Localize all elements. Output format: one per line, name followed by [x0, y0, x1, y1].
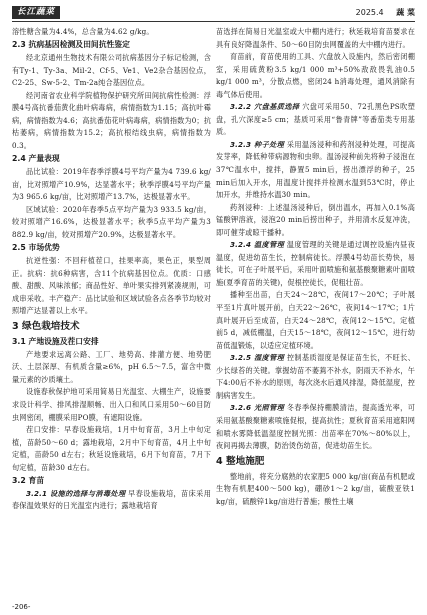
- body-paragraph: 区域试验：2020年春季5点平均产量为3 933.5 kg/亩，较对照增产16.6%，达极显著水平；秋季5点平均产量为3 882.9 kg/亩，较对照增产20.9%，达极显著水平。: [12, 204, 211, 239]
- paragraph-text: 采用温汤浸种和药剂浸种处理，可提高发芽率，降低种带病源物和虫卵。温汤浸种前先将种子浸泡在37℃温水中，搅拌，静置5 min后，捞出漂浮的种子，25 min后加入开水，用温度计搅拌并检测水温到53℃时，停止加开水，并维持水温30 min。: [216, 139, 415, 200]
- run-in-heading: 3.2.5 湿度管理: [230, 353, 285, 363]
- page-number: -206-: [12, 603, 31, 611]
- body-paragraph: 设施春秋保护地可采用简易日光温室、大棚生产，设施要求设计科学、排风排湿顺畅、出入口和风口采用50～60目防虫网密闭，棚膜采用PO膜，有遮阳设施。: [12, 387, 211, 422]
- run-in-heading: 3.2.6 光照管理: [230, 403, 285, 413]
- left-column: [12, 26, 211, 513]
- body-paragraph: [216, 352, 415, 402]
- body-paragraph: [12, 488, 211, 513]
- body-paragraph: 药剂浸种：上述温汤浸种后，倒出温水，再加入0.1%高锰酸钾溶液，浸泡20 min后捞出种子，并用清水反复冲洗，即可催芽或晾干播种。: [216, 202, 415, 237]
- header-rule: [12, 21, 415, 22]
- paragraph-text: 冬春季保持棚膜清洁，提高透光率，可采用氨基酸聚糖素喷施促根，提高抗性；夏秋育苗采用遮阳网和喷水雾降低温湿度控制光照：出苗率在70%～80%以上，夜间再揭去薄膜，防治烫伤幼苗，促进幼苗生长。: [216, 403, 415, 451]
- subsection-heading: 2.3 抗病基因检测及田间抗性鉴定: [12, 40, 130, 50]
- paragraph-text: 穴盘可采用50、72孔黑色PS吹塑盘，孔穴深度≥5 cm；基质可采用“鲁青牌”等番茄类专用基质。: [216, 102, 415, 137]
- body-paragraph: 产地要求远离公路、工厂、地势高、排灌方便、地势肥沃、土层深厚、有机质含量≥6%，pH 6.5～7.5，富含中微量元素的沙质壤土。: [12, 349, 211, 384]
- body-paragraph: 经北京通州生物技术有限公司抗病基因分子标记检测，含有Ty-1、Ty-3a、Mil-2、Cf-5、Ve1、Ve2杂合基因位点，C2-25、Sw-5-2、Tm-2a纯合基因位点。: [12, 53, 211, 88]
- body-paragraph: 苗选择在简易日光温室或大中棚内进行；秋延栽培育苗要求在具有良好降温条件、50～60目防虫网覆盖的大中棚内进行。: [216, 27, 415, 49]
- issue-number: 2025.4: [355, 8, 384, 17]
- body-paragraph: 整地前，将充分腐熟的农家肥5 000 kg/亩(商品有机肥或生物有机肥400～500 kg)，硼砂1～2 kg/亩，硫酸亚铁1 kg/亩，硫酸锌1kg/亩进行普施；酸性土壤: [216, 471, 415, 506]
- body-paragraph: [216, 402, 415, 452]
- body-paragraph: 抗逆性强：不回秆植茬口，挂果率高，果色正，果型周正。抗病：抗6种病害，含11个抗病基因位点。优质：口感酸、甜酸、风味浓郁；商品性好、单叶果实排列紧凑规则，可成串采收。丰产稳产：品比试验和区域试验各点各季节均较对照增产达显著以上水平。: [12, 255, 211, 316]
- section-name: 蔬 菜: [396, 8, 415, 17]
- subsection-heading: 3.1 产地设施及茬口安排: [12, 336, 99, 346]
- run-in-heading: 3.2.1 设施的选择与消毒处理: [26, 488, 126, 498]
- body-paragraph: 茬口安排：早春设施栽培，1月中旬育苗，3月上中旬定植，苗龄50～60 d；露地栽培，2月中下旬育苗，4月上中旬定植，苗龄50 d左右；秋延设施栽培，6月下旬育苗，7月下旬定植，苗龄30 d左右。: [12, 425, 211, 472]
- body-paragraph: 溶性糖含量为4.4%，总含量为4.62 g/kg。: [12, 27, 154, 36]
- subsection-heading: 3.2 育苗: [12, 475, 45, 485]
- running-header: [12, 6, 415, 22]
- right-column: [216, 26, 415, 508]
- section-heading: 4 整地施肥: [216, 456, 265, 468]
- subsection-heading: 2.4 产量表现: [12, 154, 60, 164]
- subsection-heading: 2.5 市场优势: [12, 242, 60, 252]
- paragraph-text: 温度管理的关键是通过调控设施内昼夜温度，促进幼苗生长，控制病徒长。浮膜4号幼苗长势快，易徒长，可在子叶展平后，采用叶面喷施和氨基酸聚糖素叶面喷施(夏季育苗的关键)，促根控徒长，促粗壮苗。: [216, 240, 415, 287]
- section-heading: 3 绿色栽培技术: [12, 321, 80, 333]
- body-paragraph: 经河南省农业科学院植物保护研究所田间抗病性检测：浮膜4号高抗番茄黄化曲叶病毒病，病情指数为1.15；高抗叶霉病，病情指数为4.6；高抗番茄花叶病毒病，病情指数为0；抗枯萎病，病情指数为15.2；高抗根结线虫病，病情指数为0.3。: [12, 90, 211, 150]
- body-paragraph: [216, 239, 415, 289]
- body-paragraph: 播种至出苗，白天24～28℃，夜间17～20℃；子叶展平至1片真叶展开前，白天22～26℃，夜间14～17℃；1片真叶展开后至成苗，白天24～28℃，夜间12～15℃。定植前5 d，减低棚温，白天15～18℃，夜间12～15℃，进行幼苗低温锻炼，以适应定植环境。: [216, 290, 415, 350]
- body-paragraph: 品比试验：2019年春季浮膜4号平均产量为4 739.6 kg/亩，比对照增产10.9%，达显著水平；秋季浮膜4号平均产量为3 965.6 kg/亩，比对照增产13.7%，达极显著水平。: [12, 167, 211, 202]
- run-in-heading: 3.2.2 穴盘基质选择: [230, 102, 300, 112]
- journal-title: 长江蔬菜: [12, 6, 60, 19]
- paragraph-text: 早春设施栽培，苗床采用春保温效果好的日光温室内进行；露地栽培育: [12, 488, 211, 511]
- body-paragraph: 育苗前，育苗使用的工具、穴盘放入设施内，然后密闭棚室，采用硫黄粉3.5 kg/1 000 m³+50%敌敌畏乳油0.5 kg/1 000 m³，分散点燃，密闭24 h消毒处理，通风消除有毒气体后使用。: [216, 52, 415, 99]
- issue-info: [356, 6, 415, 19]
- body-paragraph: [216, 139, 415, 202]
- run-in-heading: 3.2.3 种子处理: [230, 139, 285, 149]
- run-in-heading: 3.2.4 温度管理: [230, 240, 285, 250]
- paragraph-text: 控制基质湿度是保证苗生长，不旺长、少长绿苔的关键。掌握幼苗不萎蔫不补水，阴雨天不补水，午下4:00后不补水的原则，每次浇水后通风排湿，降低湿度，控制病害发生。: [216, 353, 415, 400]
- body-paragraph: [216, 101, 415, 139]
